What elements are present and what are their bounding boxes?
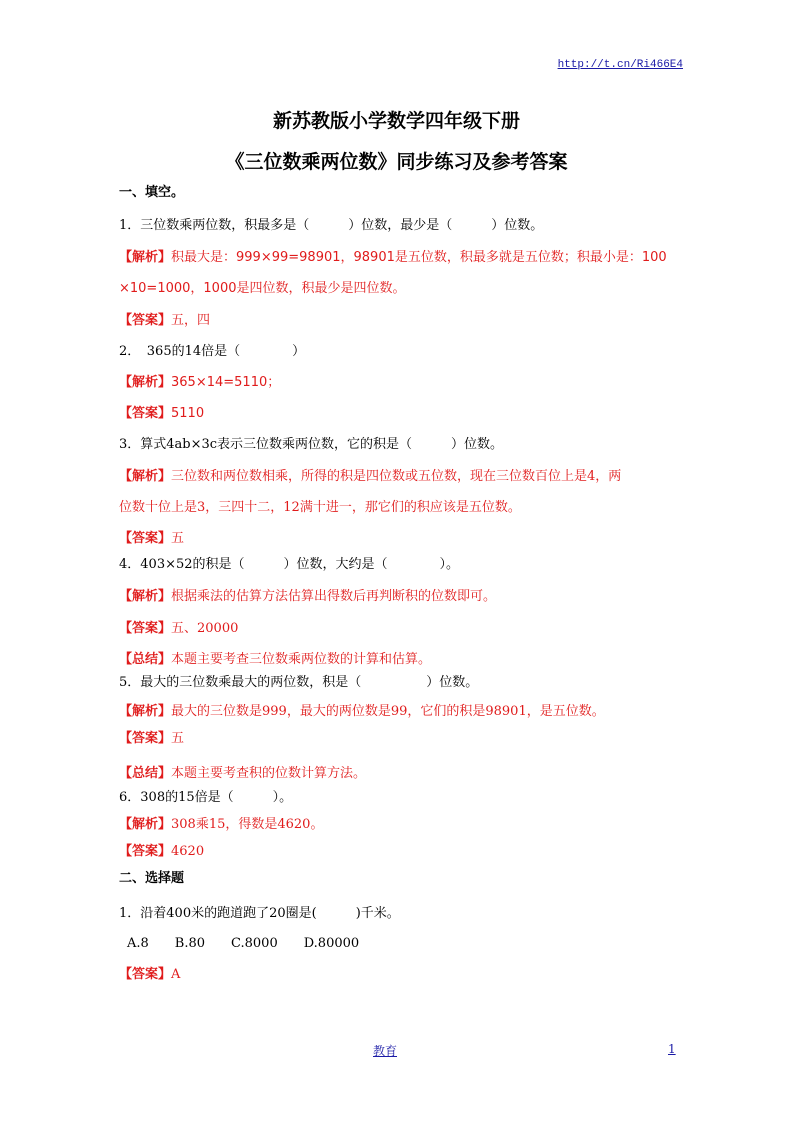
- analysis-text: 最大的三位数是999，最大的两位数是99，它们的积是98901，是五位数。: [171, 704, 605, 719]
- question-1-3: 3．算式4ab×3c表示三位数乘两位数，它的积是（ ）位数。: [119, 437, 504, 452]
- analysis-label: 【解析】: [119, 589, 172, 604]
- question-1-4: 4．403×52的积是（ ）位数，大约是（ ）。: [119, 557, 460, 572]
- answer-text: A: [171, 967, 181, 982]
- analysis-text: 308乘15，得数是4620。: [171, 817, 324, 832]
- answer-text: 五、20000: [171, 621, 239, 636]
- answer-text: 五，四: [171, 313, 211, 328]
- summary-text: 本题主要考查积的位数计算方法。: [171, 766, 367, 781]
- answer-1-3: [119, 527, 184, 546]
- analysis-1-1: [119, 246, 667, 265]
- answer-label: 【答案】: [119, 313, 172, 328]
- doc-title: 新苏教版小学数学四年级下册: [272, 110, 520, 132]
- answer-1-4: [119, 617, 238, 636]
- source-url-link[interactable]: http://t.cn/Ri466E4: [557, 59, 683, 71]
- analysis-text: 365×14=5110；: [171, 375, 281, 390]
- summary-label: 【总结】: [119, 652, 172, 667]
- analysis-1-2: [119, 371, 280, 390]
- analysis-label: 【解析】: [119, 250, 172, 265]
- answer-1-1: [119, 309, 210, 328]
- footer-link[interactable]: 教育: [373, 1044, 398, 1058]
- section-1-heading: 一、填空。: [119, 185, 185, 200]
- answer-1-2: [119, 402, 204, 421]
- analysis-label: 【解析】: [119, 704, 172, 719]
- analysis-text: 根据乘法的估算方法估算出得数后再判断积的位数即可。: [171, 589, 497, 604]
- answer-text: 五: [171, 531, 185, 546]
- answer-label: 【答案】: [119, 967, 172, 982]
- question-2-1: 1．沿着400米的跑道跑了20圈是( )千米。: [119, 906, 400, 921]
- summary-1-5: [119, 762, 366, 781]
- summary-text: 本题主要考查三位数乘两位数的计算和估算。: [171, 652, 432, 667]
- question-1-5: 5．最大的三位数乘最大的两位数，积是（ ）位数。: [119, 675, 479, 690]
- answer-1-6: [119, 840, 204, 859]
- analysis-label: 【解析】: [119, 469, 172, 484]
- analysis-1-6: [119, 813, 323, 832]
- answer-label: 【答案】: [119, 406, 172, 421]
- answer-text: 五: [171, 731, 185, 746]
- analysis-1-5: [119, 700, 605, 719]
- analysis-label: 【解析】: [119, 375, 172, 390]
- answer-label: 【答案】: [119, 844, 172, 859]
- answer-label: 【答案】: [119, 731, 172, 746]
- answer-2-1: [119, 963, 180, 982]
- page-number: 1: [668, 1042, 676, 1056]
- analysis-label: 【解析】: [119, 817, 172, 832]
- analysis-text: 积最大是：999×99=98901，98901是五位数，积最多就是五位数；积最小是：100: [171, 250, 667, 265]
- options-2-1: A.8 B.80 C.8000 D.80000: [127, 936, 360, 951]
- summary-label: 【总结】: [119, 766, 172, 781]
- analysis-1-1-cont: ×10=1000，1000是四位数，积最少是四位数。: [119, 281, 406, 296]
- analysis-text: 三位数和两位数相乘，所得的积是四位数或五位数，现在三位数百位上是4，两: [171, 469, 622, 484]
- answer-text: 5110: [171, 406, 205, 421]
- question-1-6: 6．308的15倍是（ ）。: [119, 790, 293, 805]
- answer-label: 【答案】: [119, 531, 172, 546]
- question-1-1: 1．三位数乘两位数，积最多是（ ）位数，最少是（ ）位数。: [119, 218, 544, 233]
- answer-text: 4620: [171, 844, 205, 859]
- answer-1-5: [119, 727, 184, 746]
- section-2-heading: 二、选择题: [119, 871, 185, 886]
- summary-1-4: [119, 648, 431, 667]
- analysis-1-3: [119, 465, 621, 484]
- analysis-1-4: [119, 585, 496, 604]
- doc-subtitle: 《三位数乘两位数》同步练习及参考答案: [225, 151, 568, 173]
- analysis-1-3-cont: 位数十位上是3，三四十二，12满十进一，那它们的积应该是五位数。: [119, 500, 521, 515]
- answer-label: 【答案】: [119, 621, 172, 636]
- question-1-2: 2． 365的14倍是（ ）: [119, 344, 306, 359]
